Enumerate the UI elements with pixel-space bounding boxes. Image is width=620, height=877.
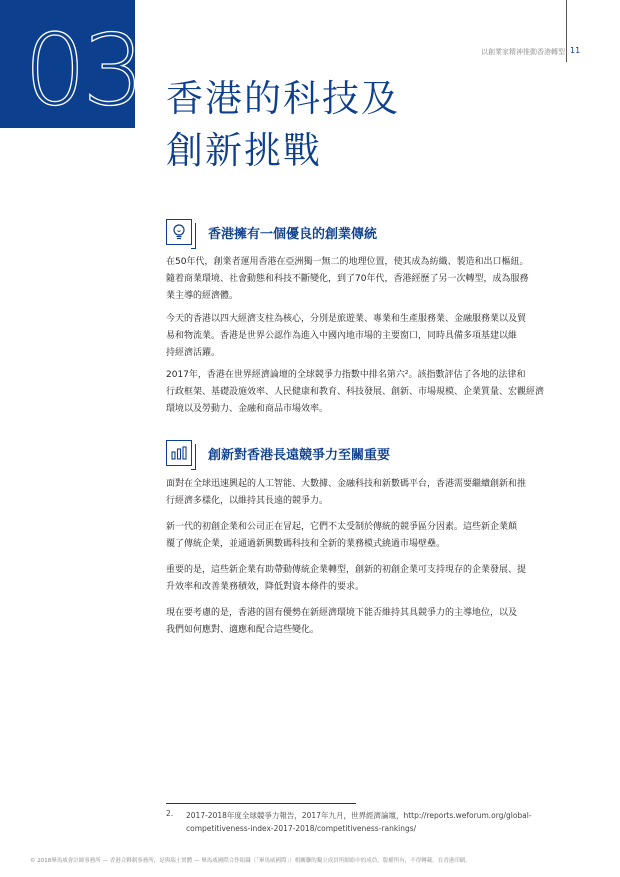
paragraph: 面對在全球迅速興起的人工智能、大數據、金融科技和新數碼平台，香港需要繼續創新和推 行經濟多樣化，以維持其長遠的競爭力。: [166, 479, 527, 506]
header-divider: [566, 0, 567, 62]
title-line-1: 香港的科技及: [166, 77, 400, 120]
bar-chart-icon: [166, 440, 192, 466]
section-title: 香港擁有一個優良的創業傳統: [208, 226, 378, 242]
page-title: [166, 73, 400, 177]
paragraph: 2017年，香港在世界經濟論壇的全球競爭力指數中排名第六²。該指數評估了各地的法律和 行政框架、基礎設施效率、人民健康和教育、科技發展、創新、市場規模、企業質量、宏觀經濟 環境以及勞動力、金融和商品市場效率。: [166, 370, 545, 414]
page-number: 11: [570, 46, 581, 55]
section-title: 創新對香港長遠競爭力至關重要: [208, 447, 391, 463]
running-title: 以創業家精神推動香港轉型: [481, 48, 565, 56]
footnote-text: 2017-2018年度全球競爭力報告，2017年九月，世界經濟論壇，http://reports.weforum.org/global- competitiveness-index-2017-2018/competitiveness-rankings/: [186, 811, 532, 833]
section-heading-tradition: [166, 219, 377, 245]
copyright-notice: © 2018畢馬威會計師事務所 — 香港合夥制事務所，是與瑞士實體 — 畢馬威國際合作組織（「畢馬威國際」）相關聯的獨立成員所網絡中的成員。版權所有，不得轉載。在香港印刷。: [30, 858, 471, 864]
paragraph: 重要的是，這些新企業有助帶動傳統企業轉型，創新的初創企業可支持現存的企業發展、提 升效率和改善業務積效，降低對資本條件的要求。: [166, 565, 527, 592]
footnote-marker: 2.: [166, 809, 174, 818]
svg-text:03: 03: [24, 14, 141, 128]
paragraph: 今天的香港以四大經濟支柱為核心，分別是旅遊業、專業和生產服務業、金融服務業以及貿 易和物流業。香港是世界公認作為進入中國內地市場的主要窗口，同時具備多項基建以維 持經濟活躍。: [166, 314, 527, 358]
footnote-divider: [166, 803, 356, 804]
chapter-number: [24, 14, 141, 128]
paragraph: 在50年代，創業者運用香港在亞洲獨一無二的地理位置，使其成為紡織、製造和出口樞紐。 隨着商業環境、社會動態和科技不斷變化，到了70年代，香港經歷了另一次轉型，成為服務 業主導的經濟體。: [166, 257, 529, 301]
section-heading-innovation: [166, 440, 390, 466]
chapter-block: [0, 0, 141, 128]
paragraph: 現在要考慮的是，香港的固有優勢在新經濟環境下能否維持其具競爭力的主導地位，以及 我們如何應對、適應和配合這些變化。: [166, 608, 518, 635]
paragraph: 新一代的初創企業和公司正在冒起，它們不太受制於傳統的競爭區分因素。這些新企業顛 覆了傳統企業，並通過新興數碼科技和全新的業務模式繞過市場壁壘。: [166, 522, 518, 549]
title-line-2: 創新挑戰: [166, 129, 322, 172]
lightbulb-icon: [166, 219, 192, 245]
